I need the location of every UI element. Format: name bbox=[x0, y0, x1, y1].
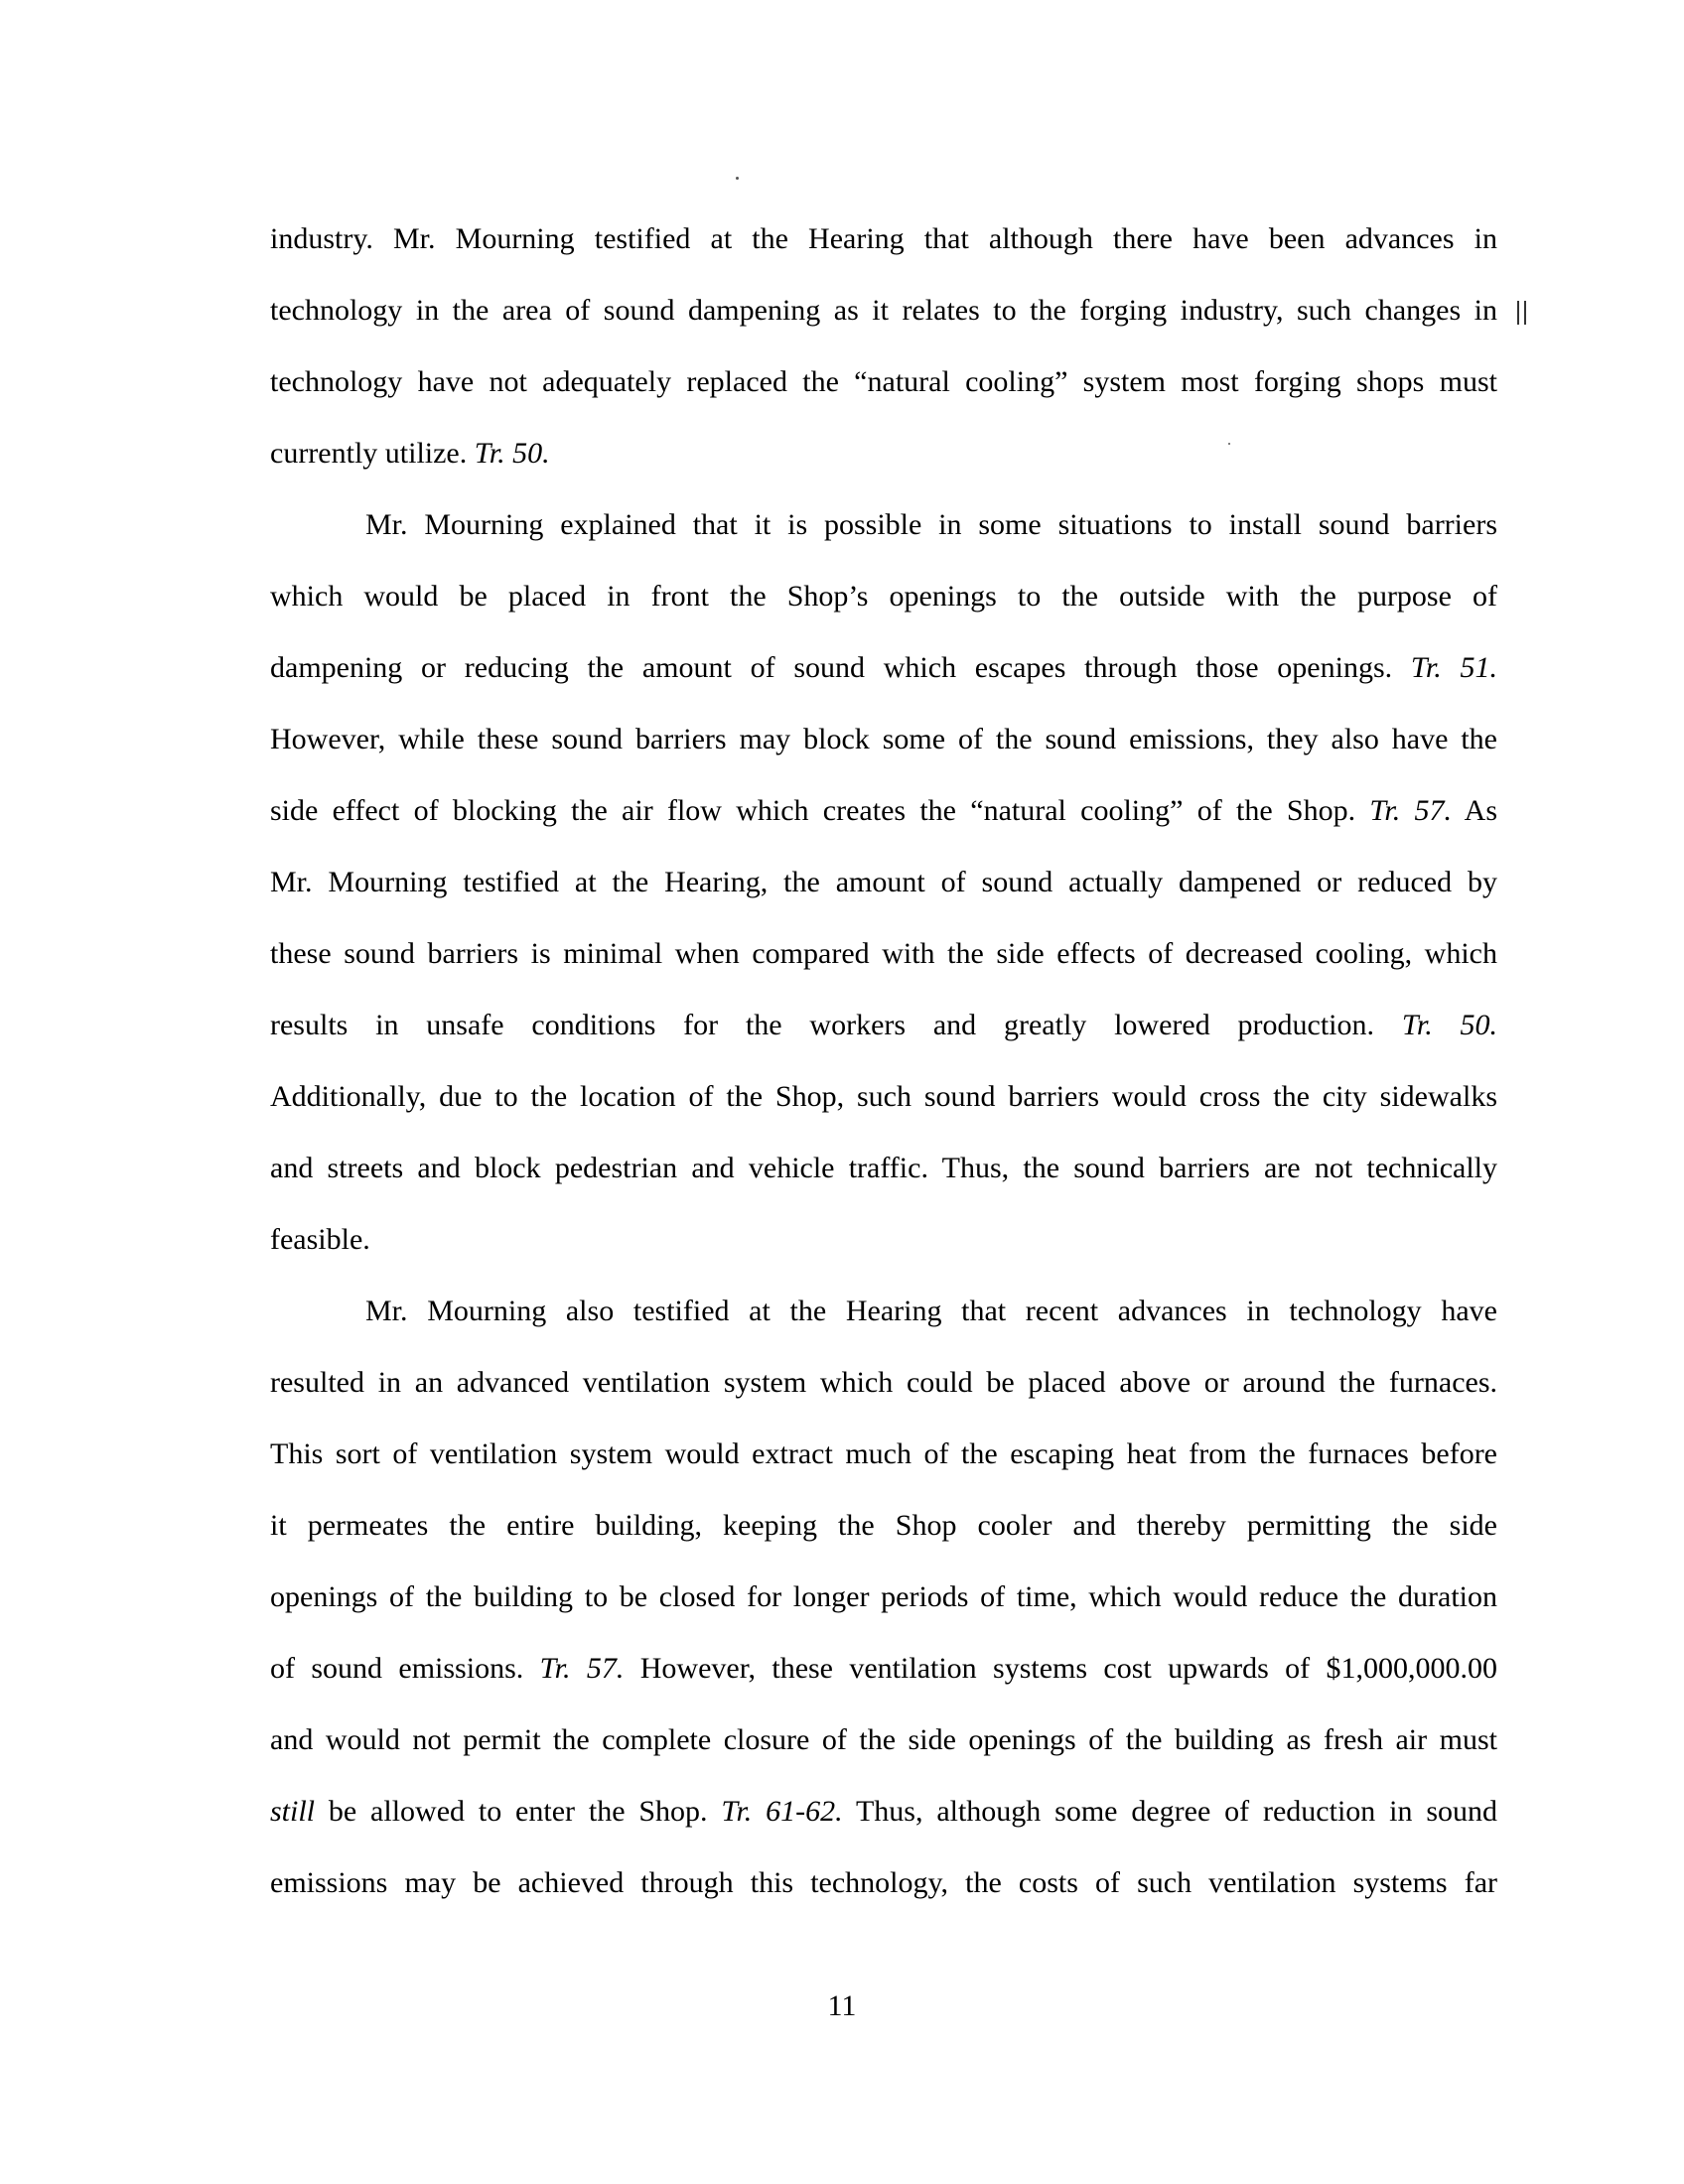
transcript-citation: Tr. 51. bbox=[1410, 651, 1497, 684]
paragraph-1-line-1: industry. Mr. Mourning testified at the Hearing that although there have been advances in bbox=[270, 222, 1497, 255]
transcript-citation: Tr. 50. bbox=[474, 437, 550, 470]
scan-speck bbox=[736, 177, 739, 180]
text-run: However, these ventilation systems cost upwards of $1,000,000.00 bbox=[624, 1652, 1497, 1685]
paragraph-2-line-4: However, while these sound barriers may block some of the sound emissions, they also have the bbox=[270, 723, 1497, 755]
text-run: results in unsafe conditions for the workers and greatly lowered production. bbox=[270, 1009, 1402, 1041]
text-run: side effect of blocking the air flow which creates the “natural cooling” of the Shop. bbox=[270, 794, 1370, 827]
transcript-citation: Tr. 50. bbox=[1401, 1009, 1497, 1041]
paragraph-3-line-5: openings of the building to be closed for longer periods of time, which would reduce the duration bbox=[270, 1580, 1497, 1613]
paragraph-1-line-4 bbox=[270, 436, 1497, 472]
transcript-citation: Tr. 57. bbox=[1369, 794, 1453, 827]
paragraph-3-line-6 bbox=[270, 1651, 1497, 1687]
transcript-citation: Tr. 57. bbox=[539, 1652, 625, 1685]
paragraph-1-line-2: technology in the area of sound dampening as it relates to the forging industry, such changes in bbox=[270, 294, 1497, 327]
emphasis-text: still bbox=[270, 1795, 316, 1828]
text-run: Thus, although some degree of reduction in sound bbox=[842, 1795, 1497, 1828]
paragraph-3-line-1: Mr. Mourning also testified at the Hearing that recent advances in technology have bbox=[365, 1295, 1497, 1327]
paragraph-2-line-1: Mr. Mourning explained that it is possible in some situations to install sound barriers bbox=[365, 508, 1497, 541]
paragraph-2-line-5 bbox=[270, 793, 1497, 829]
text-run: be allowed to enter the Shop. bbox=[315, 1795, 722, 1828]
paragraph-3-line-3: This sort of ventilation system would extract much of the escaping heat from the furnaces before bbox=[270, 1437, 1497, 1470]
paragraph-2-line-9: Additionally, due to the location of the Shop, such sound barriers would cross the city sidewalks bbox=[270, 1080, 1497, 1113]
paragraph-2-line-8 bbox=[270, 1008, 1497, 1043]
page-number: 11 bbox=[827, 1989, 857, 2022]
paragraph-1-line-3: technology have not adequately replaced the “natural cooling” system most forging shops must bbox=[270, 365, 1497, 398]
text-run: of sound emissions. bbox=[270, 1652, 540, 1685]
paragraph-2-line-3 bbox=[270, 650, 1497, 686]
paragraph-3-line-4: it permeates the entire building, keeping the Shop cooler and thereby permitting the side bbox=[270, 1509, 1497, 1542]
paragraph-2-line-6: Mr. Mourning testified at the Hearing, the amount of sound actually dampened or reduced by bbox=[270, 866, 1497, 898]
paragraph-2-line-7: these sound barriers is minimal when compared with the side effects of decreased cooling, which bbox=[270, 937, 1497, 970]
paragraph-3-line-9: emissions may be achieved through this technology, the costs of such ventilation systems far bbox=[270, 1866, 1497, 1899]
text-run: dampening or reducing the amount of sound which escapes through those openings. bbox=[270, 651, 1411, 684]
change-bar bbox=[1524, 301, 1526, 325]
paragraph-3-line-7: and would not permit the complete closure of the side openings of the building as fresh air must bbox=[270, 1723, 1497, 1756]
text-run: currently utilize. bbox=[270, 437, 475, 470]
change-bar bbox=[1517, 301, 1519, 325]
paragraph-2-line-11: feasible. bbox=[270, 1223, 370, 1256]
transcript-citation: Tr. 61-62. bbox=[721, 1795, 843, 1828]
paragraph-3-line-8 bbox=[270, 1794, 1497, 1830]
paragraph-2-line-2: which would be placed in front the Shop’s openings to the outside with the purpose of bbox=[270, 580, 1497, 613]
paragraph-2-line-10: and streets and block pedestrian and vehicle traffic. Thus, the sound barriers are not technically bbox=[270, 1152, 1497, 1184]
text-run: As bbox=[1452, 794, 1497, 827]
paragraph-3-line-2: resulted in an advanced ventilation system which could be placed above or around the furnaces. bbox=[270, 1366, 1497, 1399]
